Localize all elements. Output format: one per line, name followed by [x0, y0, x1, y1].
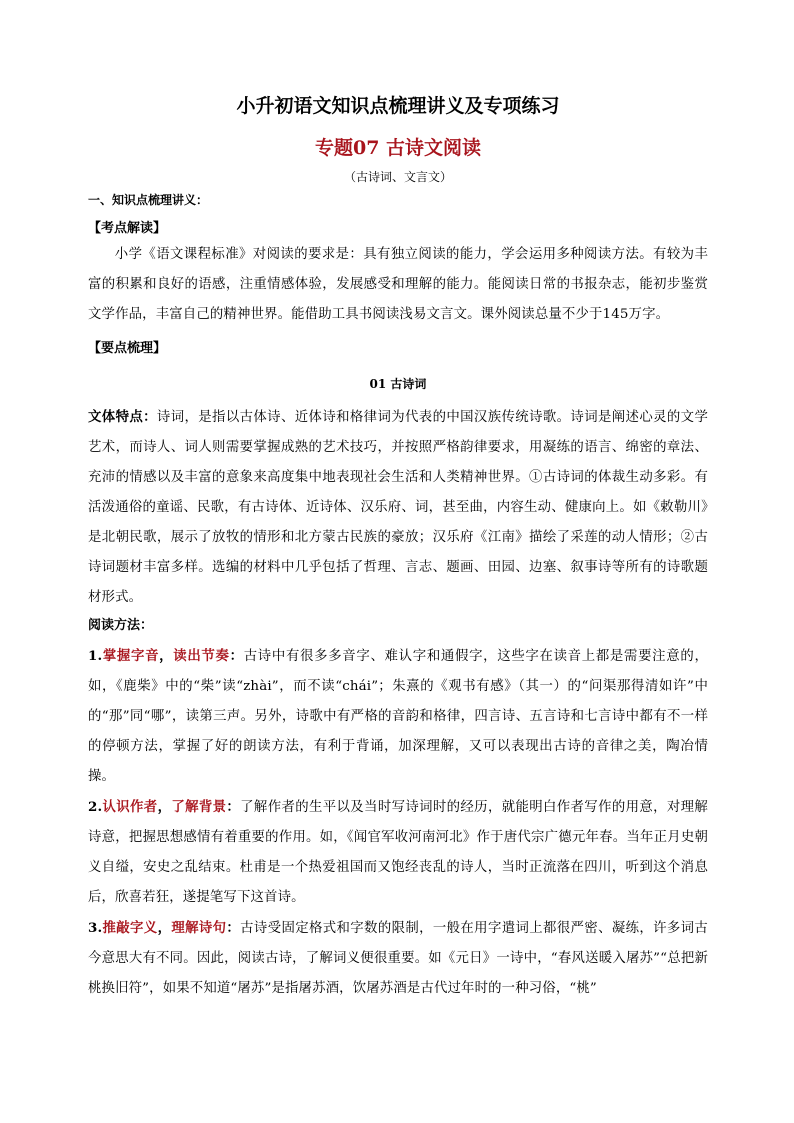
method-item-colon: ：: [226, 920, 241, 936]
method-item-sep: ，: [157, 920, 172, 936]
method-item-label: 掌握字音: [102, 648, 160, 664]
method-item-label: 了解背景: [171, 799, 227, 815]
method-item-colon: ：: [226, 799, 241, 815]
kaodian-paragraph: 小学《语文课程标准》对阅读的要求是：具有独立阅读的能力，学会运用多种阅读方法。有较为丰富的积累和良好的语感，注重情感体验，发展感受和理解的能力。能阅读日常的书报杂志，能初步鉴赏文学作品，丰富自己的精神世界。能借助工具书阅读浅易文言文。课外阅读总量不少于145万字。: [88, 247, 708, 322]
method-item-1: [88, 641, 708, 792]
method-item-label: 认识作者: [102, 799, 158, 815]
method-item-num: 3.: [88, 920, 103, 936]
topic-note: （古诗词、文言文）: [343, 170, 452, 184]
method-item-num: 2.: [88, 799, 103, 815]
method-item-sep: ，: [159, 648, 174, 664]
method-item-label: 读出节奏: [173, 648, 230, 664]
method-item-num: 1.: [88, 648, 103, 664]
kaodian-heading: 【考点解读】: [88, 221, 167, 236]
document-title: 小升初语文知识点梳理讲义及专项练习: [236, 95, 560, 117]
method-item-colon: ：: [229, 648, 244, 664]
method-item-sep: ，: [157, 799, 172, 815]
method-item-text: 古诗中有很多多音字、难认字和通假字，这些字在读音上都是需要注意的，如，《鹿柴》中的“柴”读“zhài”，而不读“chái”；朱熹的《观书有感》（其一）的“问渠那得清如许”中的“那”同“哪”，读第三声。另外，诗歌中有严格的音韵和格律，四言诗、五言诗和七言诗中都有不一样的停顿方法，掌握了好的朗读方法，有利于背诵，加深理解，又可以表现出古诗的音律之美，陶冶情操。: [88, 649, 708, 784]
method-item-text: 古诗受固定格式和字数的限制，一般在用字遣词上都很严密、凝练，许多词古今意思大有不同。因此，阅读古诗，了解词义便很重要。如《元日》一诗中，“春风送暖入屠苏”“总把新桃换旧符”，如果不知道“屠苏”是指屠苏酒，饮屠苏酒是古代过年时的一种习俗，“桃”: [88, 921, 708, 996]
method-item-2: [88, 792, 708, 913]
method-heading: 阅读方法：: [88, 618, 154, 633]
yaodian-heading: 【要点梳理】: [88, 341, 167, 356]
method-item-text: 了解作者的生平以及当时写诗词时的经历，就能明白作者写作的用意，对理解诗意，把握思想感情有着重要的作用。如，《闻官军收河南河北》作于唐代宗广德元年春。当年正月史朝义自缢，安史之乱结束。杜甫是一个热爱祖国而又饱经丧乱的诗人，当时正流落在四川，听到这个消息后，欣喜若狂，遂提笔写下这首诗。: [88, 800, 708, 905]
method-item-label: 理解诗句: [171, 920, 227, 936]
topic-title: [88, 134, 708, 162]
topic-title-text: 专题07 古诗文阅读: [314, 137, 482, 159]
method-item-label: 推敲字义: [102, 920, 158, 936]
wenti-paragraph: [88, 402, 708, 613]
wenti-text: 诗词，是指以古体诗、近体诗和格律词为代表的中国汉族传统诗歌。诗词是阐述心灵的文学艺术，而诗人、词人则需要掌握成熟的艺术技巧，并按照严格韵律要求，用凝练的语言、绵密的章法、充沛的情感以及丰富的意象来高度集中地表现社会生活和人类精神世界。①古诗词的体裁生动多彩。有活泼通俗的童谣、民歌，有古诗体、近诗体、汉乐府、词，甚至曲，内容生动、健康向上。如《敕勒川》是北朝民歌，展示了放牧的情形和北方蒙古民族的豪放；汉乐府《江南》描绘了采莲的动人情形；②古诗词题材丰富多样。选编的材料中几乎包括了哲理、言志、题画、田园、边塞、叙事诗等所有的诗歌题材形式。: [88, 410, 709, 605]
wenti-label: 文体特点：: [88, 409, 157, 425]
document-page: [88, 92, 708, 1004]
sub-heading-poetry: 01 古诗词: [369, 377, 427, 391]
method-item-3: [88, 913, 708, 1004]
section-heading: 一、知识点梳理讲义：: [88, 193, 209, 207]
